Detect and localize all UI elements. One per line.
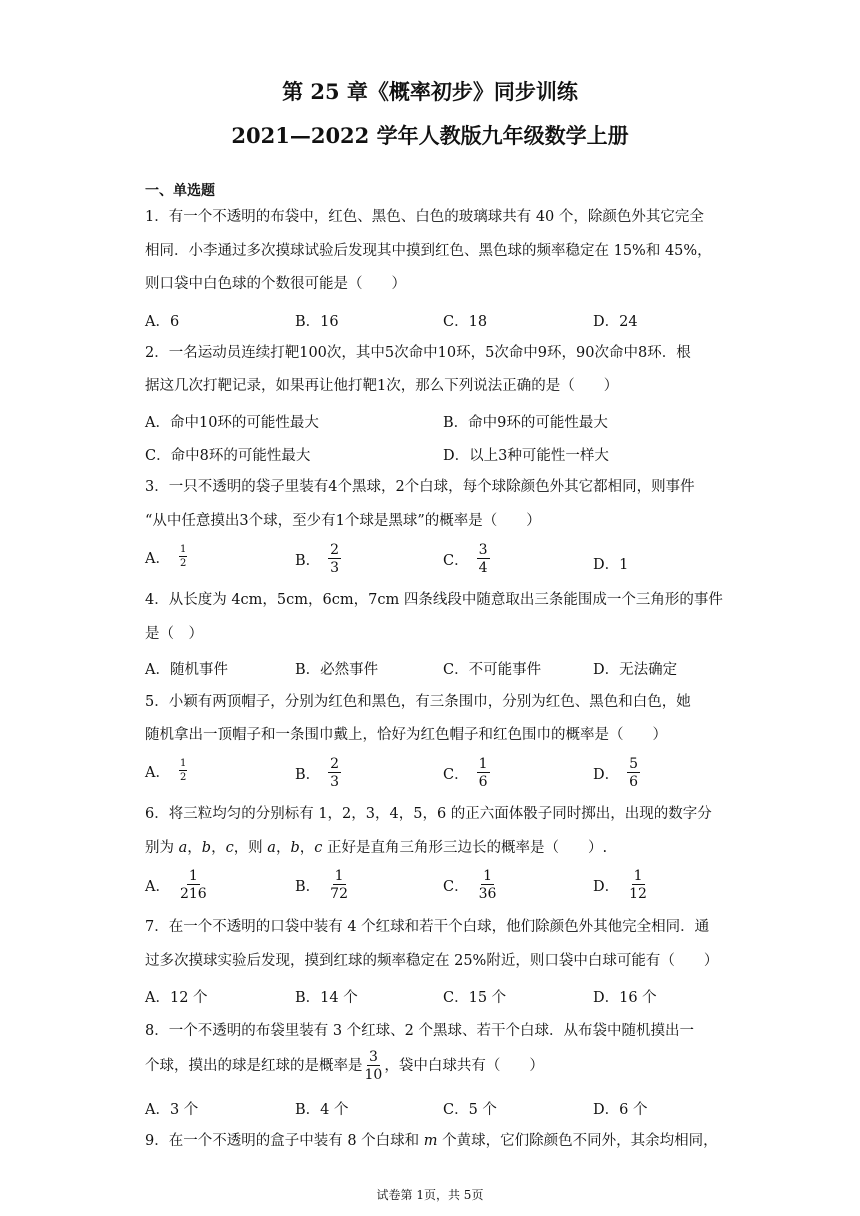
q6-line-1: 6．将三粒均匀的分别标有 1，2，3，4，5，6 的正六面体骰子同时掷出，出现的数字分 [145, 806, 712, 822]
q5-b-denominator: 3 [330, 774, 340, 790]
q7-option-b[interactable]: B．14 个 [295, 990, 358, 1006]
page-footer: 试卷第 1页，共 5页 [376, 1188, 484, 1202]
q5-option-b[interactable] [295, 757, 341, 789]
q2-option-a[interactable]: A．命中10环的可能性最大 [145, 415, 319, 431]
q5-c-numerator: 1 [478, 756, 488, 772]
q6-b-numerator: 1 [334, 868, 344, 884]
q7-option-a[interactable]: A．12 个 [145, 990, 208, 1006]
q3-option-c-label: C． [443, 552, 469, 569]
q6-option-c[interactable] [443, 869, 498, 901]
q5-option-d[interactable] [593, 757, 640, 789]
q6-option-b[interactable] [295, 869, 350, 901]
q4-option-b[interactable]: B．必然事件 [295, 662, 379, 678]
q4-option-a[interactable]: A．随机事件 [145, 662, 228, 678]
q6-option-d-fraction [627, 869, 649, 901]
q5-option-a-label: A． [145, 764, 170, 781]
q6-option-a[interactable] [145, 869, 209, 901]
q5-c-denominator: 6 [478, 774, 488, 790]
q5-option-d-label: D． [593, 766, 620, 783]
var-a: a [178, 840, 188, 856]
q2-option-c[interactable]: C．命中8环的可能性最大 [145, 448, 311, 464]
q1-line-1: 1．有一个不透明的布袋中，红色、黑色、白色的玻璃球共有 40 个，除颜色外其它完全 [145, 209, 704, 225]
q9-line-1-prefix: 9．在一个不透明的盒子中装有 8 个白球和 [145, 1133, 424, 1149]
q4-option-c[interactable]: C．不可能事件 [443, 662, 542, 678]
q5-a-denominator: 2 [179, 772, 187, 783]
q1-option-b[interactable]: B．16 [295, 314, 339, 330]
q3-option-c-fraction [477, 543, 490, 575]
document-title: 第 25 章《概率初步》同步训练 [282, 79, 578, 104]
q5-option-c-fraction [477, 757, 490, 789]
q3-line-2: “从中任意摸出3个球，至少有1个球是黑球”的概率是（ ） [145, 513, 541, 529]
q5-option-c-label: C． [443, 766, 469, 783]
q5-option-a[interactable] [145, 759, 188, 783]
section-heading: 一、单选题 [145, 183, 215, 199]
q6-separator: ， [299, 840, 315, 856]
q5-b-numerator: 2 [330, 756, 340, 772]
q8-option-d[interactable]: D．6 个 [593, 1102, 648, 1118]
var-m: m [423, 1133, 438, 1149]
q7-option-c[interactable]: C．15 个 [443, 990, 507, 1006]
q3-option-b-label: B． [295, 552, 321, 569]
q9-line-1 [145, 1131, 718, 1151]
q8-numerator: 3 [368, 1049, 378, 1065]
q6-c-denominator: 36 [478, 886, 497, 902]
q5-d-numerator: 5 [629, 756, 639, 772]
q3-option-b-fraction [328, 543, 341, 575]
q8-option-c[interactable]: C．5 个 [443, 1102, 497, 1118]
q2-option-d[interactable]: D．以上3种可能性一样大 [443, 448, 609, 464]
q6-separator: ， [211, 840, 226, 856]
q6-c-numerator: 1 [483, 868, 492, 884]
q1-option-d[interactable]: D．24 [593, 314, 638, 330]
q6-d-numerator: 1 [633, 868, 643, 884]
var-b: b [290, 840, 300, 856]
q8-option-a[interactable]: A．3 个 [145, 1102, 199, 1118]
q6-separator: ， [275, 840, 291, 856]
q6-option-a-fraction [178, 869, 209, 901]
q5-line-2: 随机拿出一顶帽子和一条围巾戴上，恰好为红色帽子和红色围巾的概率是（ ） [145, 727, 667, 743]
q6-line-2-prefix: 别为 [145, 840, 179, 856]
q6-d-denominator: 12 [629, 886, 647, 902]
q7-options [145, 986, 745, 1026]
q5-option-c[interactable] [443, 757, 490, 789]
q6-option-c-fraction [477, 869, 499, 901]
q3-option-b[interactable] [295, 543, 341, 575]
document-subtitle: 2021—2022 学年人教版九年级数学上册 [231, 123, 629, 148]
q1-line-3: 则口袋中白色球的个数很可能是（ ） [145, 276, 406, 292]
q5-line-1: 5．小颖有两顶帽子，分别为红色和黑色，有三条围巾，分别为红色、黑色和白色，她 [145, 694, 691, 710]
q8-line-1: 8．一个不透明的布袋里装有 3 个红球、2 个黑球、若干个白球．从布袋中随机摸出一 [145, 1023, 695, 1039]
q6-option-b-fraction [328, 869, 350, 901]
q1-option-c[interactable]: C．18 [443, 314, 488, 330]
q6-option-d[interactable] [593, 869, 649, 901]
q3-option-d[interactable]: D．1 [593, 557, 629, 573]
q3-c-numerator: 3 [478, 542, 488, 558]
q1-line-2: 相同．小李通过多次摸球试验后发现其中摸到红色、黑色球的频率稳定在 15%和 45%， [145, 243, 712, 259]
q4-line-2: 是（ ） [145, 626, 203, 642]
q4-option-d[interactable]: D．无法确定 [593, 662, 678, 678]
q3-option-a[interactable] [145, 545, 188, 569]
q3-option-a-label: A． [145, 550, 170, 567]
q5-options [145, 757, 745, 797]
q7-option-d[interactable]: D．16 个 [593, 990, 657, 1006]
q8-line-2-prefix: 个球，摸出的球是红球的是概率是 [145, 1057, 363, 1074]
q6-b-denominator: 72 [330, 886, 348, 902]
q8-fraction [363, 1050, 385, 1082]
q6-separator: ， [187, 840, 202, 856]
q2-option-b[interactable]: B．命中9环的可能性最大 [443, 415, 608, 431]
q8-denominator: 10 [364, 1067, 383, 1083]
q5-d-denominator: 6 [629, 774, 639, 790]
q6-option-c-label: C． [443, 878, 469, 895]
q8-line-2-suffix: ，袋中白球共有（ ） [384, 1057, 544, 1074]
q3-b-numerator: 2 [330, 542, 340, 558]
q3-option-c[interactable] [443, 543, 490, 575]
q6-option-d-label: D． [593, 878, 620, 895]
q6-line-2-middle: ，则 [233, 840, 268, 856]
q6-a-numerator: 1 [188, 868, 198, 884]
q3-a-denominator: 2 [179, 558, 187, 569]
q3-option-a-fraction [178, 545, 188, 569]
q5-option-d-fraction [627, 757, 640, 789]
q5-option-b-label: B． [295, 766, 321, 783]
var-c: c [314, 840, 323, 856]
q6-option-b-label: B． [295, 878, 321, 895]
q2-line-1: 2．一名运动员连续打靶100次，其中5次命中10环，5次命中9环，90次命中8环．根 [145, 345, 691, 361]
q6-line-2 [145, 838, 607, 858]
q6-line-2-suffix: 正好是直角三角形三边长的概率是（ ）. [322, 840, 608, 856]
q6-option-a-label: A． [145, 878, 170, 895]
q1-option-a[interactable]: A．6 [145, 314, 180, 330]
q9-line-1-suffix: 个黄球，它们除颜色不同外，其余均相同， [437, 1133, 718, 1149]
q5-a-numerator: 1 [179, 758, 187, 769]
var-b: b [201, 840, 212, 856]
q5-option-a-fraction [178, 759, 188, 783]
var-a: a [267, 840, 276, 856]
q2-line-2: 据这几次打靶记录，如果再让他打靶1次，那么下列说法正确的是（ ） [145, 378, 619, 394]
q4-line-1: 4．从长度为 4cm，5cm，6cm，7cm 四条线段中随意取出三条能围成一个三角形的事件 [145, 592, 723, 608]
q6-options [145, 869, 745, 909]
q7-line-2: 过多次摸球实验后发现，摸到红球的频率稳定在 25%附近，则口袋中白球可能有（ ） [145, 953, 719, 969]
q3-c-denominator: 4 [478, 560, 488, 576]
q3-a-numerator: 1 [179, 544, 187, 555]
q3-b-denominator: 3 [330, 560, 340, 576]
q6-a-denominator: 216 [179, 886, 207, 902]
q3-line-1: 3．一只不透明的袋子里装有4个黑球，2个白球，每个球除颜色外其它都相同，则事件 [145, 479, 695, 495]
var-c: c [225, 840, 234, 856]
q8-line-2 [145, 1050, 544, 1082]
q5-option-b-fraction [328, 757, 341, 789]
q8-option-b[interactable]: B．4 个 [295, 1102, 349, 1118]
q7-line-1: 7．在一个不透明的口袋中装有 4 个红球和若干个白球，他们除颜色外其他完全相同．通 [145, 919, 710, 935]
q3-options [145, 543, 745, 583]
